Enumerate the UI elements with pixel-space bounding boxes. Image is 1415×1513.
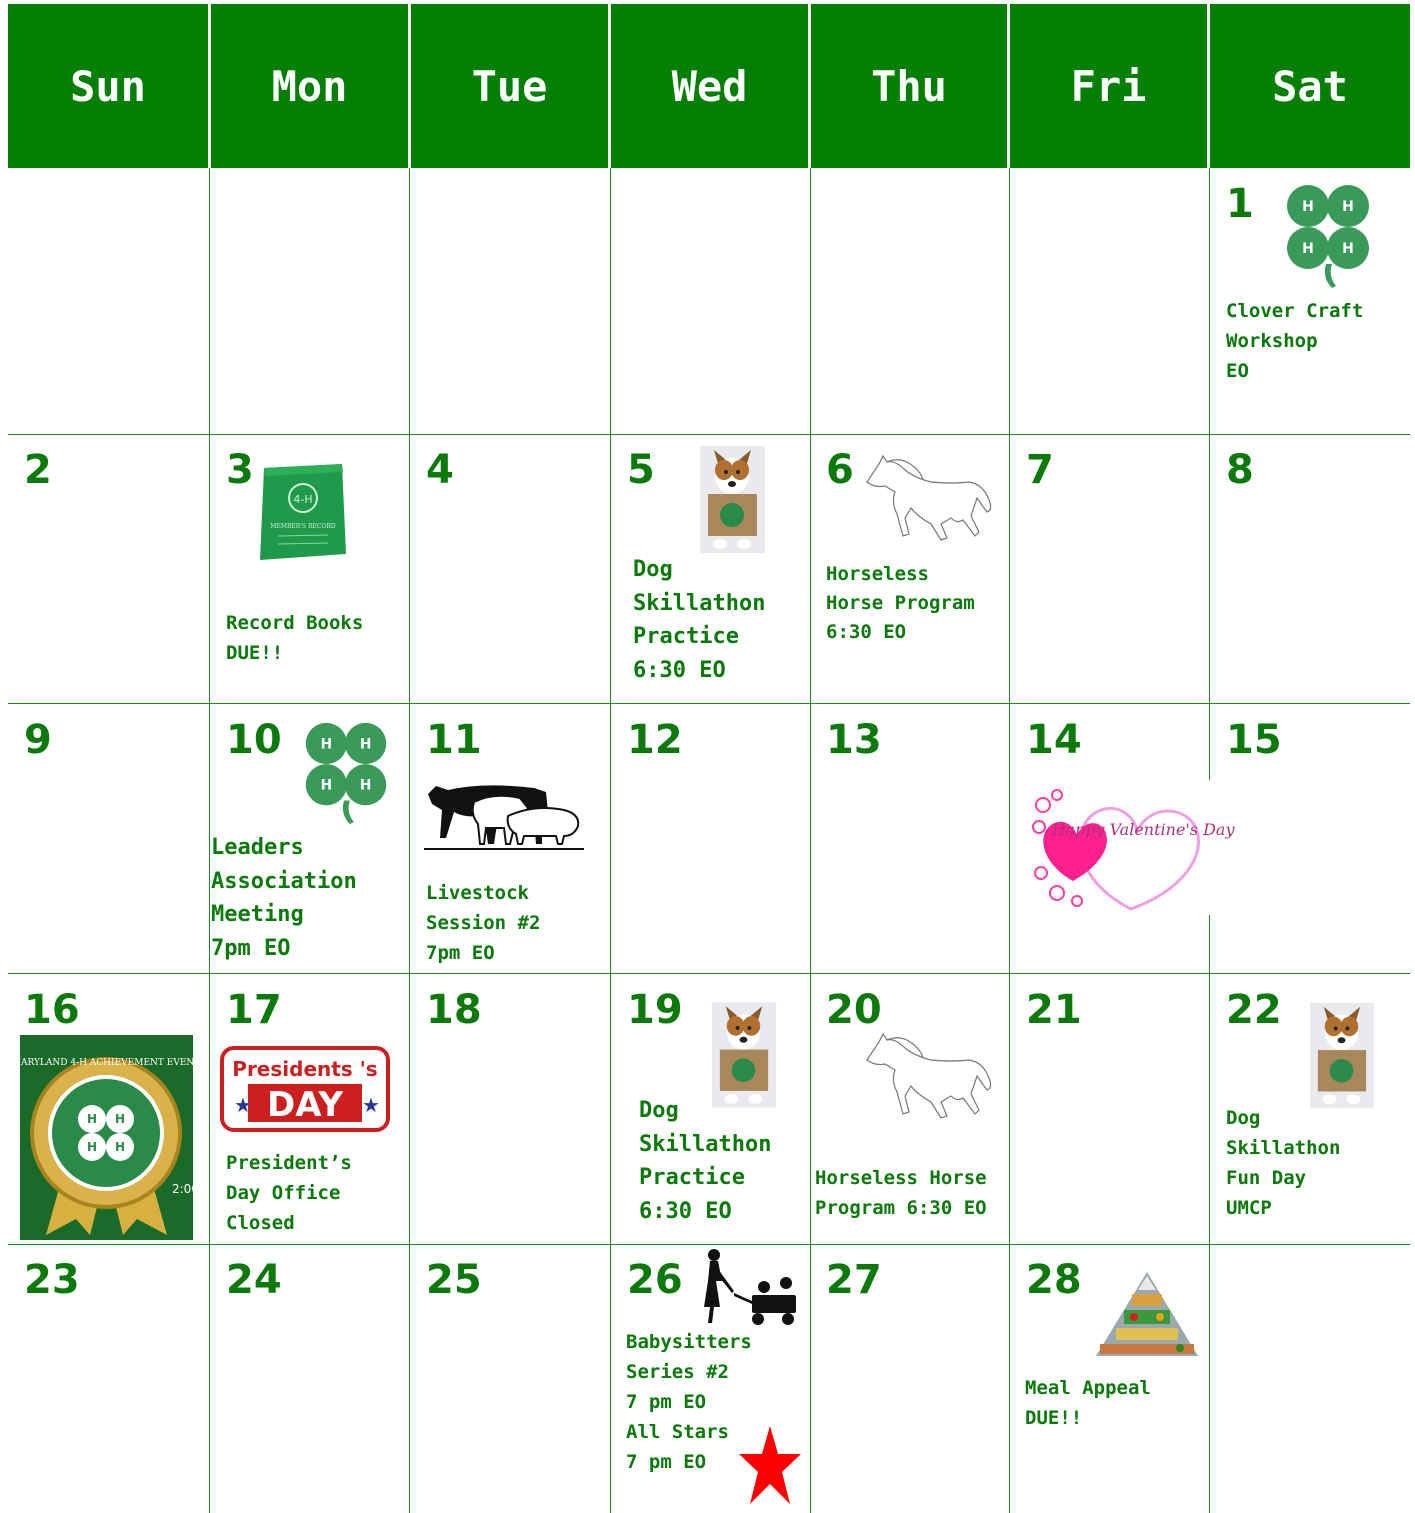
presidents-day-bottom: DAY: [267, 1085, 343, 1125]
date-19: 19: [627, 987, 683, 1033]
date-16: 16: [24, 987, 80, 1033]
grid-line: [810, 168, 811, 1513]
badge-label: MARYLAND 4-H ACHIEVEMENT EVENT: [11, 1058, 201, 1068]
svg-text:H: H: [1342, 199, 1354, 215]
event-record-books: Record Books DUE!!: [226, 612, 364, 664]
date-3: 3: [226, 447, 254, 493]
event-dog-skillathon-5: Dog Skillathon Practice 6:30 EO: [633, 557, 766, 683]
event-leaders-association: Leaders Association Meeting 7pm EO: [211, 835, 357, 961]
grid-line: [610, 168, 611, 1513]
event-dog-skillathon-fun-day: Dog Skillathon Fun Day UMCP: [1226, 1107, 1341, 1219]
date-20: 20: [826, 987, 882, 1033]
presidents-day-top: Presidents 's: [232, 1057, 378, 1081]
header-tue: Tue: [411, 4, 608, 168]
food-pyramid-icon: [1094, 1270, 1200, 1358]
badge-time: 2:00: [172, 1182, 199, 1196]
event-horseless-horse-20: Horseless Horse Program 6:30 EO: [815, 1167, 987, 1219]
svg-text:H: H: [1342, 241, 1354, 257]
date-7: 7: [1026, 447, 1054, 493]
header-sat: Sat: [1210, 4, 1410, 168]
header-thu: Thu: [811, 4, 1007, 168]
date-15: 15: [1226, 717, 1282, 763]
date-6: 6: [826, 447, 854, 493]
event-meal-appeal: Meal Appeal DUE!!: [1025, 1377, 1151, 1429]
date-22: 22: [1226, 987, 1282, 1033]
date-11: 11: [426, 717, 482, 763]
clover-icon: [1282, 178, 1374, 290]
header-fri: Fri: [1010, 4, 1207, 168]
dog-icon: [712, 1001, 776, 1109]
svg-text:★: ★: [362, 1093, 380, 1117]
star-icon: [738, 1424, 802, 1506]
svg-text:★: ★: [234, 1093, 252, 1117]
valentine-text: Happy Valentine's Day: [1051, 820, 1235, 839]
date-1: 1: [1226, 181, 1254, 227]
svg-text:H: H: [320, 777, 333, 794]
grid-line: [1209, 915, 1210, 1513]
event-livestock-session: Livestock Session #2 7pm EO: [426, 882, 541, 964]
event-presidents-day: President’s Day Office Closed: [226, 1152, 352, 1234]
grid-line: [8, 973, 1410, 974]
svg-text:H: H: [86, 1140, 98, 1154]
grid-line: [8, 434, 1410, 435]
date-24: 24: [226, 1257, 282, 1303]
babysitter-icon: [700, 1247, 798, 1327]
header-wed: Wed: [611, 4, 808, 168]
svg-text:H: H: [114, 1112, 126, 1126]
event-clover-craft: Clover Craft Workshop EO: [1226, 300, 1364, 382]
grid-line: [1209, 168, 1210, 780]
date-17: 17: [226, 987, 282, 1033]
clover-icon: [300, 716, 392, 826]
record-book-icon: [256, 462, 348, 562]
svg-text:H: H: [86, 1112, 98, 1126]
date-9: 9: [24, 717, 52, 763]
valentine-heart-icon: [1027, 777, 1235, 915]
date-13: 13: [826, 717, 882, 763]
date-12: 12: [627, 717, 683, 763]
date-2: 2: [24, 447, 52, 493]
grid-line: [1009, 168, 1010, 1513]
grid-line: [8, 703, 1410, 704]
svg-text:4-H: 4-H: [293, 493, 313, 506]
date-27: 27: [826, 1257, 882, 1303]
header-sun: Sun: [8, 4, 208, 168]
date-5: 5: [627, 447, 655, 493]
date-10: 10: [226, 717, 282, 763]
date-18: 18: [426, 987, 482, 1033]
horse-icon: [861, 452, 995, 544]
date-4: 4: [426, 447, 454, 493]
svg-text:H: H: [114, 1140, 126, 1154]
date-21: 21: [1026, 987, 1082, 1033]
livestock-icon: [424, 778, 584, 854]
achievement-badge-icon: [11, 1035, 201, 1240]
date-8: 8: [1226, 447, 1254, 493]
date-26: 26: [627, 1257, 683, 1303]
record-book-label: MEMBER'S RECORD: [270, 523, 336, 530]
dog-icon: [1310, 1002, 1374, 1109]
event-horseless-horse-6: Horseless Horse Program 6:30 EO: [826, 563, 975, 643]
grid-line: [409, 168, 410, 1513]
grid-line: [8, 1244, 1410, 1245]
dog-icon: [700, 446, 765, 553]
svg-text:H: H: [320, 736, 333, 753]
grid-line: [209, 168, 210, 1513]
svg-text:H: H: [1302, 199, 1314, 215]
event-dog-skillathon-19: Dog Skillathon Practice 6:30 EO: [639, 1098, 772, 1224]
presidents-day-icon: [220, 1046, 390, 1132]
horse-icon: [861, 1030, 995, 1122]
date-28: 28: [1026, 1257, 1082, 1303]
date-14: 14: [1026, 717, 1082, 763]
date-25: 25: [426, 1257, 482, 1303]
svg-text:H: H: [359, 777, 372, 794]
svg-text:H: H: [359, 736, 372, 753]
event-babysitters-series: Babysitters Series #2 7 pm EO All Stars 7 pm EO: [626, 1331, 752, 1473]
header-mon: Mon: [211, 4, 408, 168]
svg-text:H: H: [1302, 241, 1314, 257]
date-23: 23: [24, 1257, 80, 1303]
